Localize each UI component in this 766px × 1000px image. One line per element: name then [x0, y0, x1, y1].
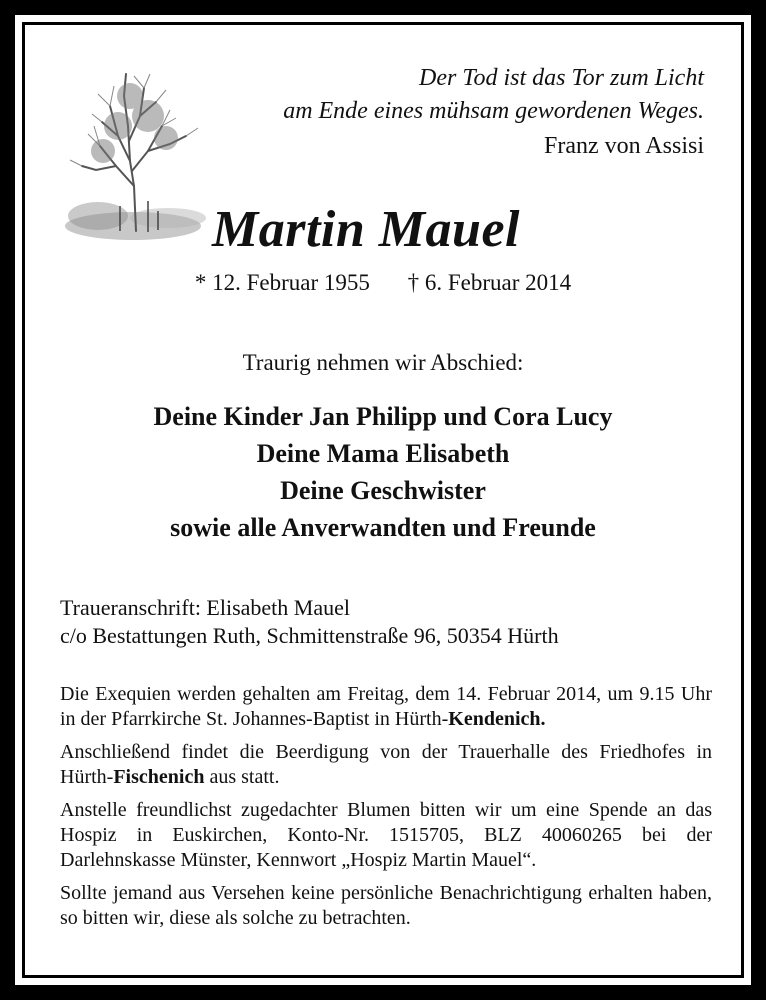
quote-line-1: Der Tod ist das Tor zum Licht [419, 65, 704, 91]
mourning-address [60, 594, 559, 650]
mourners-list [0, 398, 766, 546]
life-dates [0, 270, 766, 296]
exequien-location: Kendenich. [448, 708, 546, 730]
death-date: † 6. Februar 2014 [407, 270, 572, 295]
burial-paragraph [60, 740, 712, 790]
donation-paragraph: Anstelle freundlichst zugedachter Blumen bitten wir um eine Spende an das Hospiz in Euskirchen, Konto-Nr. 1515705, BLZ 40060265 bei der Darlehnskasse Münster, Kennwort „Hospiz Martin Mauel“. [60, 799, 712, 871]
address-line-2: c/o Bestattungen Ruth, Schmittenstraße 96, 50354 Hürth [60, 623, 559, 648]
mourner-line: sowie alle Anverwandten und Freunde [170, 513, 596, 542]
exequien-text: Die Exequien werden gehalten am Freitag, dem 14. Februar 2014, um 9.15 Uhr in der Pfarrkirche St. Johannes-Baptist in Hürth- [60, 683, 712, 730]
details-text [60, 682, 712, 939]
mourner-line: Deine Geschwister [280, 476, 486, 505]
tree-illustration [58, 66, 218, 251]
quote-author: Franz von Assisi [543, 133, 704, 159]
birth-date: * 12. Februar 1955 [194, 270, 370, 295]
notice-paragraph: Sollte jemand aus Versehen keine persönliche Benachrichtigung erhalten haben, so bitten wir, diese als solche zu betrachten. [60, 882, 712, 929]
mourner-line: Deine Kinder Jan Philipp und Cora Lucy [153, 402, 613, 431]
farewell-intro: Traurig nehmen wir Abschied: [242, 350, 524, 375]
quote-line-2: am Ende eines mühsam gewordenen Weges. [283, 98, 704, 124]
deceased-name: Martin Mauel [212, 201, 520, 258]
burial-text-end: aus statt. [204, 766, 280, 788]
mourner-line: Deine Mama Elisabeth [256, 439, 510, 468]
burial-text: Anschließend findet die Beerdigung von der Trauerhalle des Friedhofes in Hürth- [60, 741, 712, 788]
exequien-paragraph [60, 682, 712, 732]
quote [283, 62, 704, 163]
burial-location: Fischenich [113, 766, 205, 788]
address-line-1: Traueranschrift: Elisabeth Mauel [60, 595, 350, 620]
